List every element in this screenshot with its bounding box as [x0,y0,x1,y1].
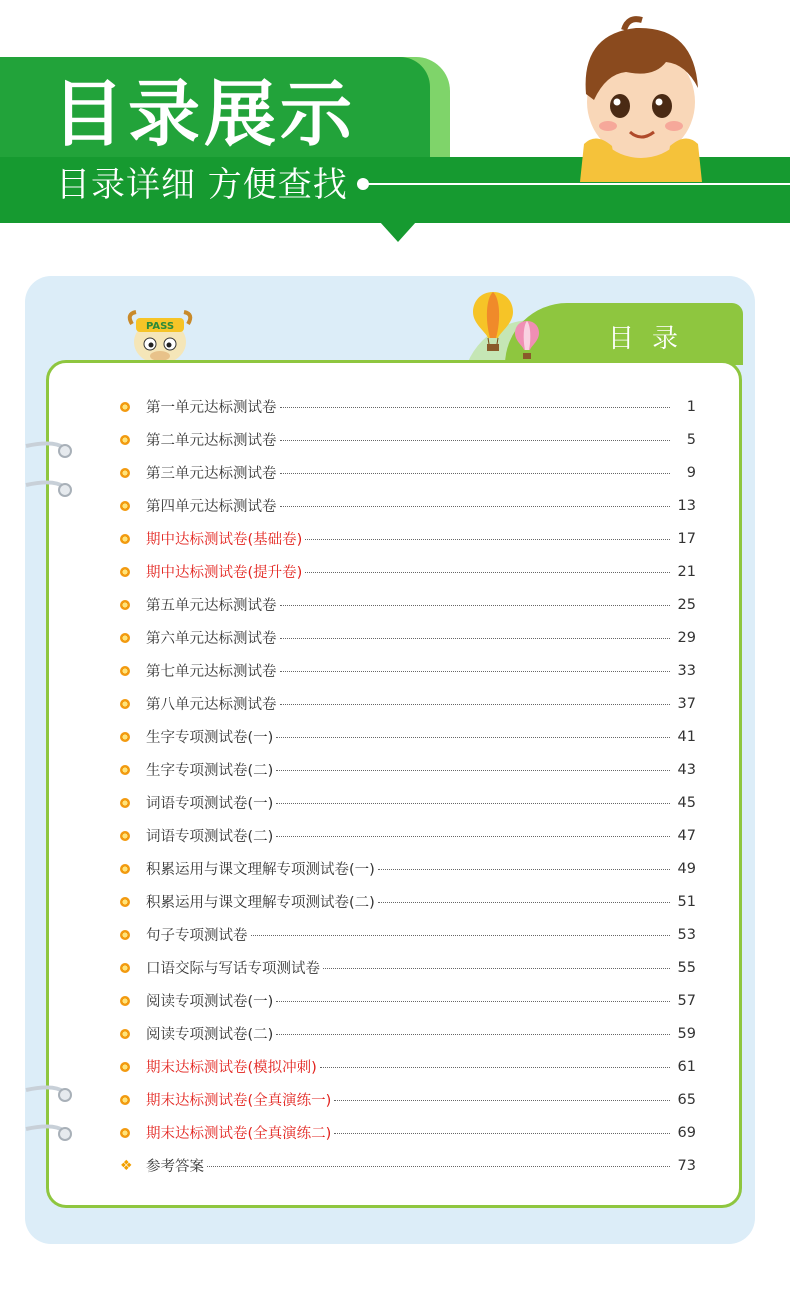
toc-entry-title: 阅读专项测试卷(一) [146,994,274,1010]
toc-entry[interactable] [120,1149,696,1182]
bullet-dot-icon [120,402,146,412]
toc-entry-title: 第五单元达标测试卷 [146,598,277,614]
bullet-dot-icon [120,501,146,511]
bullet-dot-icon [120,666,146,676]
toc-entry-title: 生字专项测试卷(一) [146,730,274,746]
bullet-dot-icon [120,831,146,841]
toc-page-number: 47 [677,827,696,844]
bullet-dot-icon [120,534,146,544]
page-title: 目录展示 [52,72,357,156]
toc-page-number: 37 [677,695,696,712]
bullet-dot-icon [120,897,146,907]
dot-leader [378,902,670,903]
toc-entry-title: 句子专项测试卷 [146,928,248,944]
binder-ring-icon [24,1121,76,1145]
toc-entry[interactable] [120,390,696,423]
toc-entry-title: 第六单元达标测试卷 [146,631,277,647]
toc-page-number: 1 [686,398,696,415]
toc-entry-title: 期末达标测试卷(全真演练一) [146,1093,332,1109]
toc-entry[interactable] [120,555,696,588]
dot-leader [320,1067,670,1068]
dot-leader [276,803,670,804]
dot-leader [276,1001,670,1002]
toc-page-number: 33 [677,662,696,679]
toc-page-number: 55 [677,959,696,976]
bullet-dot-icon [120,435,146,445]
dot-leader [207,1166,670,1167]
toc-page-number: 13 [677,497,696,514]
toc-page-number: 51 [677,893,696,910]
toc-entry-title: 第二单元达标测试卷 [146,433,277,449]
svg-text:PASS: PASS [145,321,175,332]
toc-entry-title: 参考答案 [146,1159,204,1175]
pass-mascot-icon [122,310,198,366]
bullet-dot-icon [120,1095,146,1105]
toc-entry[interactable] [120,456,696,489]
bullet-dot-icon [120,996,146,1006]
dot-leader [280,473,671,474]
toc-page-number: 21 [677,563,696,580]
toc-entry[interactable] [120,423,696,456]
toc-entry-title: 第一单元达标测试卷 [146,400,277,416]
bullet-dot-icon [120,699,146,709]
dot-leader [305,572,670,573]
toc-page-number: 43 [677,761,696,778]
dot-leader [280,704,671,705]
toc-entry-title: 阅读专项测试卷(二) [146,1027,274,1043]
subtitle-line [368,183,790,185]
banner-notch-arrow [380,222,416,242]
toc-entry[interactable] [120,654,696,687]
toc-page-number: 25 [677,596,696,613]
toc-page-number: 53 [677,926,696,943]
bullet-dot-icon [120,930,146,940]
dot-leader [334,1100,670,1101]
toc-entry[interactable] [120,951,696,984]
toc-entry[interactable] [120,1083,696,1116]
toc-page-number: 73 [677,1157,696,1174]
toc-entry[interactable] [120,984,696,1017]
toc-entry[interactable] [120,885,696,918]
dot-leader [280,506,671,507]
toc-entry-title: 第七单元达标测试卷 [146,664,277,680]
toc-entry[interactable] [120,753,696,786]
toc-page-number: 69 [677,1124,696,1141]
toc-entry[interactable] [120,852,696,885]
hot-air-balloon-icon [472,290,514,352]
binder-ring-icon [24,477,76,501]
dot-leader [334,1133,670,1134]
toc-page-number: 5 [686,431,696,448]
bullet-dot-icon [120,963,146,973]
toc-page-number: 29 [677,629,696,646]
bullet-dot-icon [120,468,146,478]
toc-entry-title: 第四单元达标测试卷 [146,499,277,515]
toc-entry-title: 口语交际与写话专项测试卷 [146,961,320,977]
toc-page-number: 41 [677,728,696,745]
toc-entry-title: 生字专项测试卷(二) [146,763,274,779]
toc-entry[interactable] [120,522,696,555]
dot-leader [276,770,670,771]
hot-air-balloon-small-icon [514,320,540,360]
toc-page-number: 45 [677,794,696,811]
toc-page-number: 17 [677,530,696,547]
dot-leader [280,407,671,408]
toc-page-number: 59 [677,1025,696,1042]
toc-entry-title: 积累运用与课文理解专项测试卷(二) [146,895,375,911]
toc-entry-title: 积累运用与课文理解专项测试卷(一) [146,862,375,878]
toc-entry-title: 期中达标测试卷(基础卷) [146,532,303,548]
bullet-dot-icon [120,732,146,742]
bullet-dot-icon [120,1029,146,1039]
dot-leader [378,869,670,870]
toc-page-number: 65 [677,1091,696,1108]
toc-entry[interactable] [120,621,696,654]
dot-leader [280,440,671,441]
toc-entry[interactable] [120,819,696,852]
toc-entry[interactable] [120,489,696,522]
toc-page-number: 49 [677,860,696,877]
bullet-dot-icon [120,798,146,808]
bullet-dot-icon [120,567,146,577]
dot-leader [251,935,671,936]
bullet-dot-icon [120,864,146,874]
binder-ring-icon [24,1082,76,1106]
toc-entry-title: 期末达标测试卷(全真演练二) [146,1126,332,1142]
toc-entry[interactable] [120,918,696,951]
dot-leader [323,968,670,969]
toc-entry[interactable] [120,687,696,720]
toc-page-number: 9 [686,464,696,481]
dot-leader [280,638,671,639]
toc-entry[interactable] [120,1116,696,1149]
toc-entry-title: 词语专项测试卷(二) [146,829,274,845]
toc-entry[interactable] [120,588,696,621]
toc-entry-title: 期末达标测试卷(模拟冲刺) [146,1060,317,1076]
dot-leader [280,671,671,672]
toc-entry-title: 期中达标测试卷(提升卷) [146,565,303,581]
toc-page-number: 57 [677,992,696,1009]
dot-leader [305,539,670,540]
bullet-dot-icon [120,600,146,610]
toc-entry[interactable] [120,720,696,753]
toc-list [120,390,696,1182]
toc-page-number: 61 [677,1058,696,1075]
toc-entry-title: 第三单元达标测试卷 [146,466,277,482]
bullet-dot-icon [120,633,146,643]
dot-leader [276,737,670,738]
cartoon-boy-icon [566,14,716,182]
toc-entry[interactable] [120,786,696,819]
toc-tab-label: 目录 [608,324,697,354]
toc-entry[interactable] [120,1017,696,1050]
dot-leader [276,836,670,837]
page-subtitle: 目录详细 方便查找 [56,165,348,205]
dot-leader [280,605,671,606]
diamond-bullet-icon: ❖ [120,1157,133,1174]
dot-leader [276,1034,670,1035]
toc-entry[interactable] [120,1050,696,1083]
toc-entry-title: 词语专项测试卷(一) [146,796,274,812]
bullet-dot-icon [120,1128,146,1138]
binder-ring-icon [24,438,76,462]
bullet-dot-icon [120,1062,146,1072]
bullet-dot-icon [120,765,146,775]
toc-entry-title: 第八单元达标测试卷 [146,697,277,713]
